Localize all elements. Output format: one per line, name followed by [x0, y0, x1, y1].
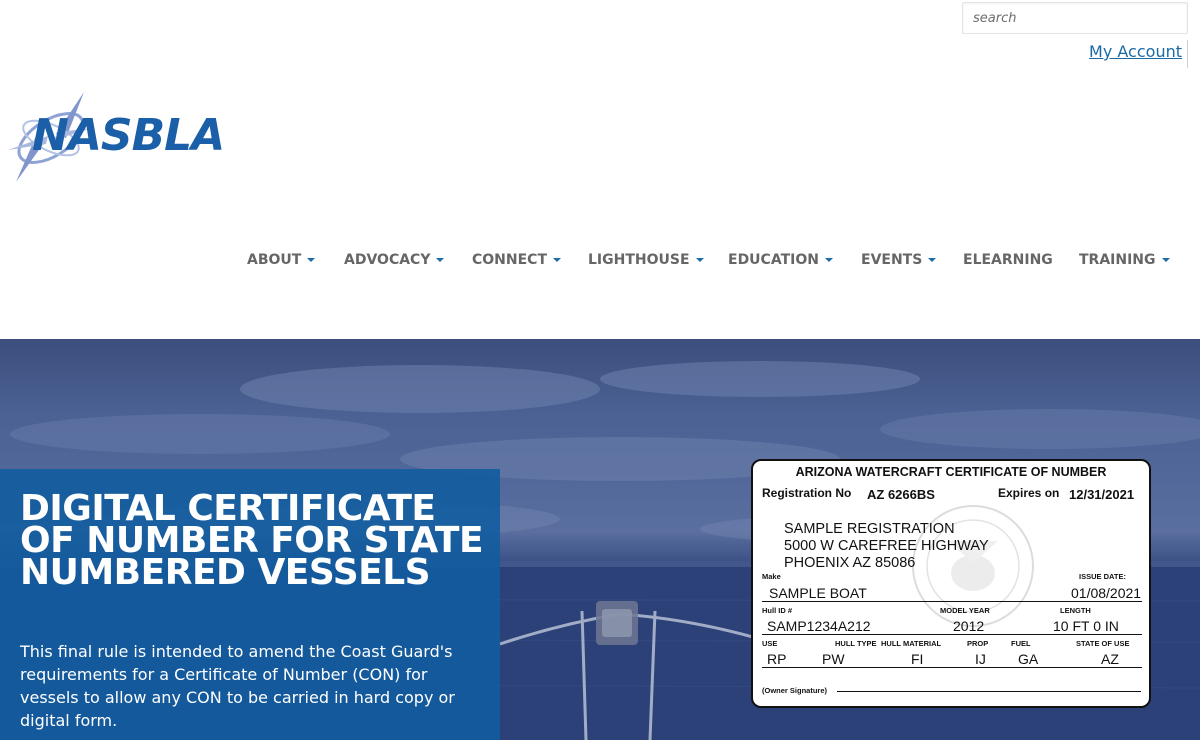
registration-label: Registration No	[762, 486, 852, 500]
nav-lighthouse-label: LIGHTHOUSE	[588, 252, 690, 268]
nav-item-lighthouse[interactable]	[588, 252, 704, 268]
hero-banner	[0, 339, 1200, 740]
owner-name: SAMPLE REGISTRATION	[784, 521, 955, 537]
length-value: 10 FT 0 IN	[1053, 618, 1119, 634]
use-underline	[762, 667, 1142, 668]
search-input[interactable]	[963, 3, 1187, 33]
hull-type-value: PW	[822, 651, 845, 667]
caret-down-icon	[696, 258, 704, 262]
fuel-label: FUEL	[1011, 639, 1031, 648]
header-divider	[1187, 40, 1188, 68]
nav-item-elearning[interactable]	[963, 252, 1053, 268]
caret-down-icon	[1162, 258, 1170, 262]
nasbla-logo-text: NASBLA	[32, 110, 225, 161]
expires-label: Expires on	[998, 486, 1060, 500]
state-of-use-value: AZ	[1101, 651, 1119, 667]
nav-item-events[interactable]	[861, 252, 936, 268]
make-label: Make	[762, 572, 781, 581]
nav-item-about[interactable]	[247, 252, 315, 268]
issue-date-value: 01/08/2021	[1071, 585, 1142, 601]
fuel-value: GA	[1018, 651, 1039, 667]
owner-city: PHOENIX AZ 85086	[784, 555, 916, 571]
nav-training-label: TRAINING	[1079, 252, 1156, 268]
hull-id-label: Hull ID #	[762, 606, 793, 615]
search-box[interactable]	[962, 2, 1188, 34]
prop-label: PROP	[967, 639, 989, 648]
nav-item-education[interactable]	[728, 252, 833, 268]
nasbla-logo[interactable]	[6, 90, 256, 190]
model-year-value: 2012	[953, 618, 985, 634]
hero-title: DIGITAL CERTIFICATE OF NUMBER FOR STATE NUMBERED VESSELS	[20, 488, 484, 593]
caret-down-icon	[928, 258, 936, 262]
nav-item-advocacy[interactable]	[344, 252, 444, 268]
hull-id-value: SAMP1234A212	[767, 618, 871, 634]
nav-events-label: EVENTS	[861, 252, 923, 268]
main-navigation	[0, 252, 1200, 272]
state-of-use-label: STATE OF USE	[1076, 639, 1130, 648]
length-label: LENGTH	[1060, 606, 1091, 615]
owner-signature-label: (Owner Signature)	[762, 686, 828, 695]
issue-date-label: ISSUE DATE:	[1079, 572, 1126, 581]
use-label: USE	[762, 639, 778, 648]
nav-connect-label: CONNECT	[472, 252, 547, 268]
nav-item-training[interactable]	[1079, 252, 1170, 268]
nav-item-connect[interactable]	[472, 252, 561, 268]
hero-text-panel	[0, 469, 500, 740]
certificate-card	[751, 459, 1151, 708]
expires-value: 12/31/2021	[1069, 487, 1135, 502]
hull-underline	[762, 634, 1142, 635]
nav-education-label: EDUCATION	[728, 252, 819, 268]
hull-type-label: HULL TYPE	[835, 639, 877, 648]
use-value: RP	[767, 651, 787, 667]
hull-material-label: HULL MATERIAL	[881, 639, 942, 648]
make-underline	[762, 601, 1142, 602]
signature-line	[837, 691, 1141, 692]
nav-elearning-label: ELEARNING	[963, 252, 1053, 268]
caret-down-icon	[307, 258, 315, 262]
my-account-link[interactable]: My Account	[1089, 42, 1182, 61]
caret-down-icon	[553, 258, 561, 262]
certificate-title: ARIZONA WATERCRAFT CERTIFICATE OF NUMBER	[795, 465, 1107, 479]
nav-about-label: ABOUT	[247, 252, 302, 268]
hull-material-value: FI	[911, 651, 924, 667]
registration-value: AZ 6266BS	[867, 487, 935, 502]
make-value: SAMPLE BOAT	[769, 585, 867, 601]
model-year-label: MODEL YEAR	[940, 606, 990, 615]
nav-advocacy-label: ADVOCACY	[344, 252, 431, 268]
prop-value: IJ	[975, 651, 986, 667]
owner-street: 5000 W CAREFREE HIGHWAY	[784, 538, 989, 554]
hero-description: This final rule is intended to amend the Coast Guard's requirements for a Certificate of Number (CON) for vessels to allow any CON to be carried in hard copy or digital form.	[20, 642, 455, 730]
caret-down-icon	[436, 258, 444, 262]
caret-down-icon	[825, 258, 833, 262]
